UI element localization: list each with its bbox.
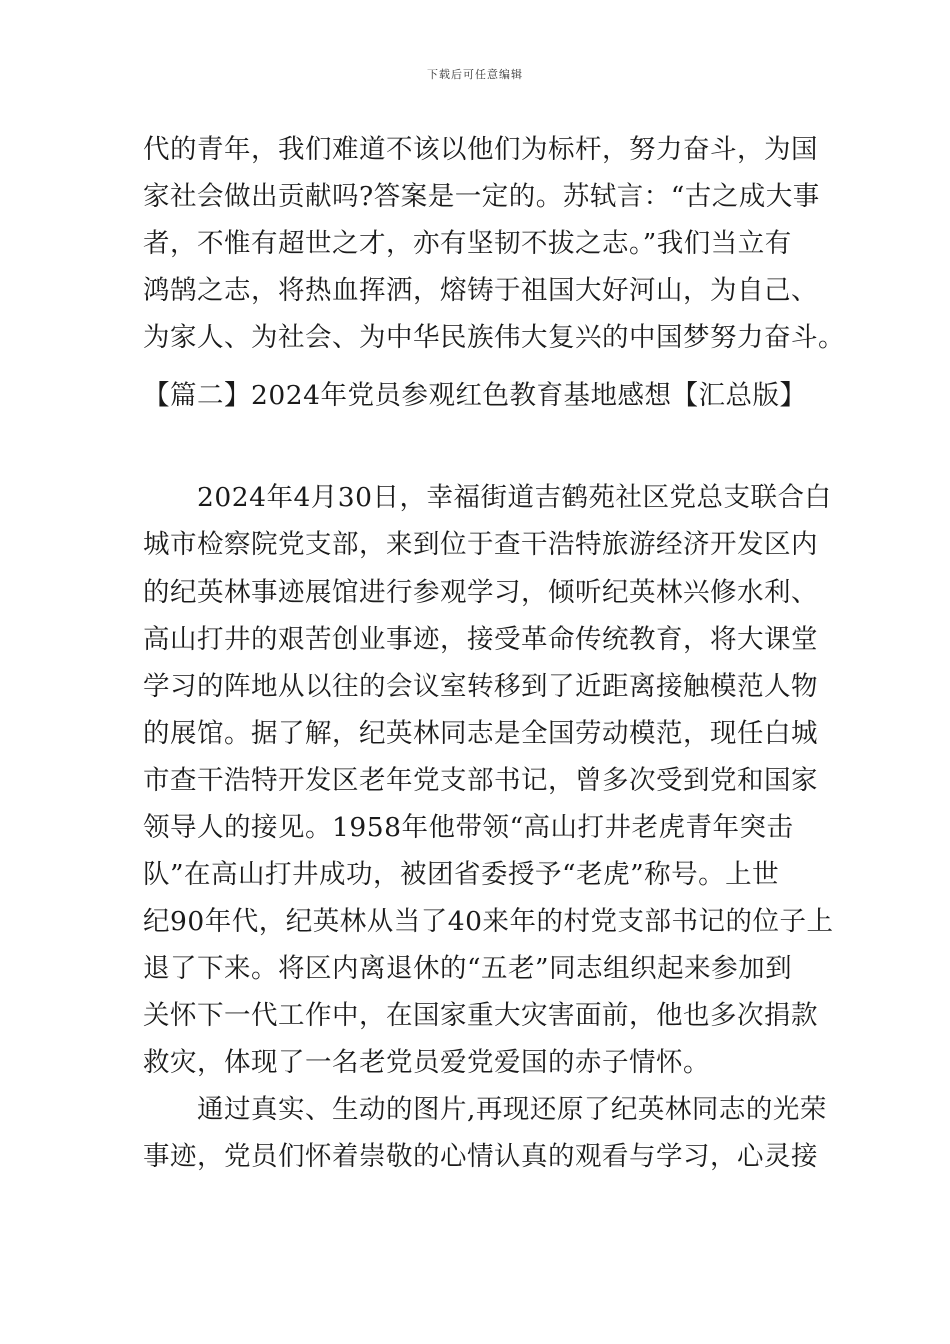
text-line: 市查干浩特开发区老年党支部书记，曾多次受到党和国家 (143, 765, 818, 796)
text-line: 者，不惟有超世之才，亦有坚韧不拔之志。”我们当立有 (143, 228, 792, 259)
text-line: 城市检察院党支部，来到位于查干浩特旅游经济开发区内 (143, 529, 818, 560)
text-line: 关怀下一代工作中，在国家重大灾害面前，他也多次捐款 (143, 1000, 818, 1031)
text-line: 退了下来。将区内离退休的“五老”同志组织起来参加到 (143, 953, 793, 984)
text-line: 事迹，党员们怀着崇敬的心情认真的观看与学习，心灵接 (143, 1141, 818, 1172)
text-line: 的展馆。据了解，纪英林同志是全国劳动模范，现任白城 (143, 718, 818, 749)
text-line: 家社会做出贡献吗?答案是一定的。苏轼言：“古之成大事 (143, 181, 820, 212)
text-line: 队”在高山打井成功，被团省委授予“老虎”称号。上世 (143, 859, 780, 890)
section-heading: 【篇二】2024年党员参观红色教育基地感想【汇总版】 (143, 380, 807, 411)
text-line: 学习的阵地从以往的会议室转移到了近距离接触模范人物 (143, 671, 818, 702)
text-line: 代的青年，我们难道不该以他们为标杆，努力奋斗，为国 (143, 134, 818, 165)
text-line: 2024年4月30日，幸福街道吉鹤苑社区党总支联合白 (197, 482, 832, 513)
text-line: 通过真实、生动的图片,再现还原了纪英林同志的光荣 (197, 1094, 827, 1125)
text-line: 纪90年代，纪英林从当了40来年的村党支部书记的位子上 (143, 906, 834, 937)
text-line: 救灾，体现了一名老党员爱党爱国的赤子情怀。 (143, 1047, 710, 1078)
text-line: 为家人、为社会、为中华民族伟大复兴的中国梦努力奋斗。 (143, 322, 845, 353)
text-line: 鸿鹄之志，将热血挥洒，熔铸于祖国大好河山，为自己、 (143, 275, 818, 306)
text-line: 的纪英林事迹展馆进行参观学习，倾听纪英林兴修水利、 (143, 577, 818, 608)
text-line: 高山打井的艰苦创业事迹，接受革命传统教育，将大课堂 (143, 624, 818, 655)
text-line: 领导人的接见。1958年他带领“高山打井老虎青年突击 (143, 812, 794, 843)
page-header-note: 下载后可任意编辑 (427, 68, 523, 81)
